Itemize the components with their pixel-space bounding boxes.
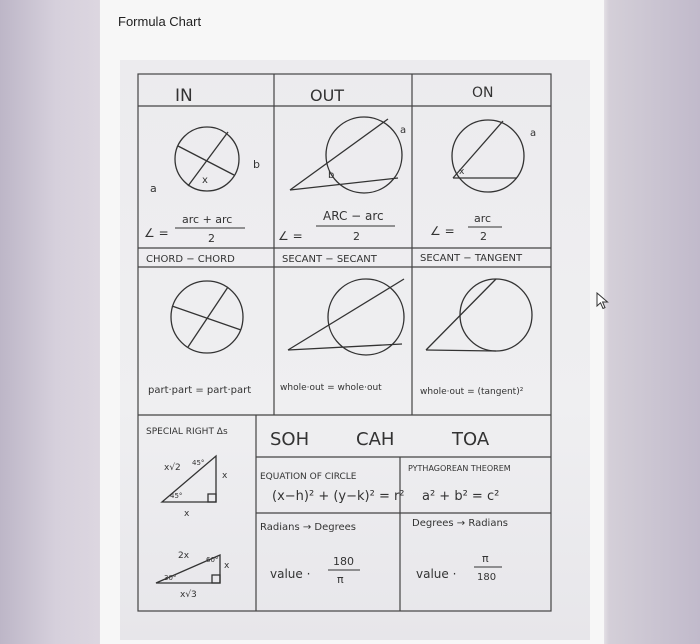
out-formula-denominator: 2 bbox=[353, 230, 360, 243]
chord-chord-diagram bbox=[171, 281, 243, 353]
in-label-a: a bbox=[150, 182, 157, 195]
out-label-b: b bbox=[328, 170, 335, 181]
in-label-b: b bbox=[253, 158, 260, 171]
in-formula-denominator: 2 bbox=[208, 232, 215, 245]
circle-equation-title: EQUATION OF CIRCLE bbox=[260, 472, 357, 482]
tri45-side-label: x bbox=[222, 471, 228, 481]
degrees-to-radians-denominator: 180 bbox=[477, 572, 497, 583]
header-chord-chord: CHORD − CHORD bbox=[146, 254, 235, 265]
tri45-top-angle-label: 45° bbox=[192, 459, 205, 467]
radians-to-degrees-denominator: π bbox=[337, 573, 344, 586]
on-circle-diagram bbox=[452, 120, 524, 192]
formula-chart-paper bbox=[120, 60, 590, 640]
secant-secant-diagram bbox=[288, 279, 404, 355]
in-formula-numerator: arc + arc bbox=[182, 213, 233, 226]
tri45-bottom-angle-label: 45° bbox=[170, 492, 183, 500]
out-formula-numerator: ARC − arc bbox=[323, 209, 384, 223]
out-formula-lhs: ∠ = bbox=[278, 229, 303, 243]
trig-soh: SOH bbox=[270, 429, 310, 450]
tri30-30-angle-label: 30° bbox=[164, 574, 177, 582]
tri45-base-label: x bbox=[184, 509, 190, 519]
mouse-cursor-icon bbox=[596, 292, 610, 310]
tri30-base-label: x√3 bbox=[180, 590, 197, 600]
header-secant-secant: SECANT − SECANT bbox=[282, 254, 377, 265]
out-circle-diagram bbox=[290, 117, 402, 193]
in-label-x: x bbox=[202, 175, 208, 186]
on-label-x: x bbox=[459, 167, 465, 177]
circle-equation: (x−h)² + (y−k)² = r² bbox=[272, 489, 405, 504]
in-formula-lhs: ∠ = bbox=[144, 226, 169, 240]
formula-secant-tangent: whole·out = (tangent)² bbox=[420, 387, 524, 397]
out-label-a: a bbox=[400, 125, 407, 136]
on-label-a: a bbox=[530, 128, 537, 139]
radians-to-degrees-numerator: 180 bbox=[333, 555, 354, 568]
formula-chart-drawing bbox=[120, 60, 590, 640]
secant-tangent-diagram bbox=[426, 279, 532, 351]
formula-secant-secant: whole·out = whole·out bbox=[280, 383, 382, 393]
on-formula-lhs: ∠ = bbox=[430, 224, 455, 238]
on-formula-denominator: 2 bbox=[480, 230, 487, 243]
tri45-hypotenuse-label: x√2 bbox=[164, 463, 181, 473]
radians-to-degrees-title: Radians → Degrees bbox=[260, 522, 357, 533]
on-formula-numerator: arc bbox=[474, 212, 492, 225]
trig-cah: CAH bbox=[356, 429, 395, 450]
special-right-triangles-title: SPECIAL RIGHT Δs bbox=[146, 427, 228, 437]
tri30-side-label: x bbox=[224, 561, 230, 571]
header-out: OUT bbox=[310, 86, 345, 105]
trig-toa: TOA bbox=[452, 429, 490, 450]
header-secant-tangent: SECANT − TANGENT bbox=[420, 253, 523, 264]
tri30-60-angle-label: 60° bbox=[206, 556, 219, 564]
document-frame bbox=[100, 0, 604, 644]
tri30-hypotenuse-label: 2x bbox=[178, 551, 190, 561]
pythagorean-title: PYTHAGOREAN THEOREM bbox=[408, 464, 511, 473]
degrees-to-radians-title: Degrees → Radians bbox=[412, 518, 509, 529]
degrees-to-radians-numerator: π bbox=[482, 552, 489, 565]
degrees-to-radians-lhs: value · bbox=[416, 567, 457, 581]
header-on: ON bbox=[472, 85, 494, 101]
radians-to-degrees-lhs: value · bbox=[270, 567, 311, 581]
pythagorean-formula: a² + b² = c² bbox=[422, 489, 500, 504]
header-in: IN bbox=[175, 86, 193, 106]
formula-chord-chord: part·part = part·part bbox=[148, 385, 252, 396]
page-title: Formula Chart bbox=[118, 14, 202, 29]
